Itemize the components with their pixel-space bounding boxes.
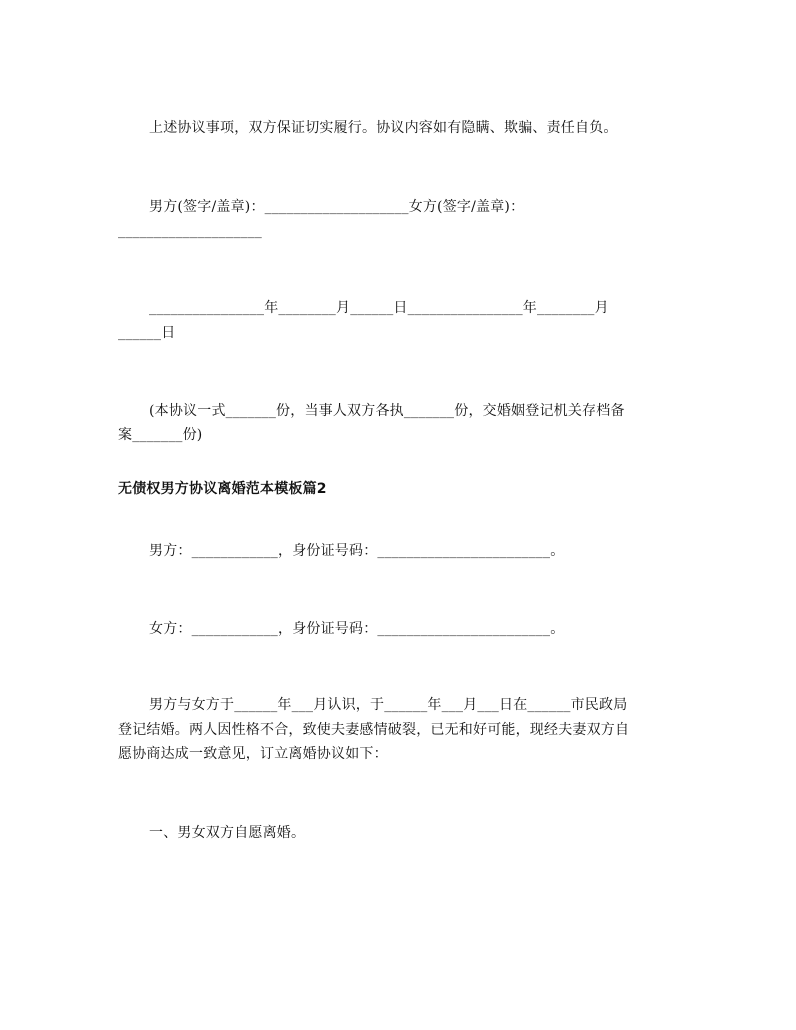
paragraph-fulfillment: 上述协议事项，双方保证切实履行。协议内容如有隐瞒、欺骗、责任自负。 xyxy=(149,120,618,136)
copies-note-cont: 案_______份) xyxy=(118,427,203,443)
signature-line-cont: ____________________ xyxy=(118,223,262,239)
paragraph-marriage-2: 登记结婚。两人因性格不合，致使夫妻感情破裂，已无和好可能，现经夫妻双方自 xyxy=(118,722,630,738)
paragraph-marriage-3: 愿协商达成一致意见，订立离婚协议如下： xyxy=(118,746,388,762)
copies-note: (本协议一式_______份，当事人双方各执_______份，交婚姻登记机关存档备 xyxy=(149,403,625,419)
date-line: ________________年________月______日________________年________月 xyxy=(149,300,609,316)
date-line-cont: ______日 xyxy=(118,325,176,341)
section-heading: 无债权男方协议离婚范本模板篇2 xyxy=(118,481,327,497)
signature-line: 男方(签字/盖章)：____________________女方(签字/盖章)： xyxy=(149,199,525,215)
female-party-line: 女方：____________，身份证号码：________________________。 xyxy=(149,621,565,637)
paragraph-marriage-1: 男方与女方于______年___月认识，于______年___月___日在______市民政局 xyxy=(149,697,628,713)
clause-one: 一、男女双方自愿离婚。 xyxy=(149,825,306,841)
male-party-line: 男方：____________，身份证号码：________________________。 xyxy=(149,543,565,559)
